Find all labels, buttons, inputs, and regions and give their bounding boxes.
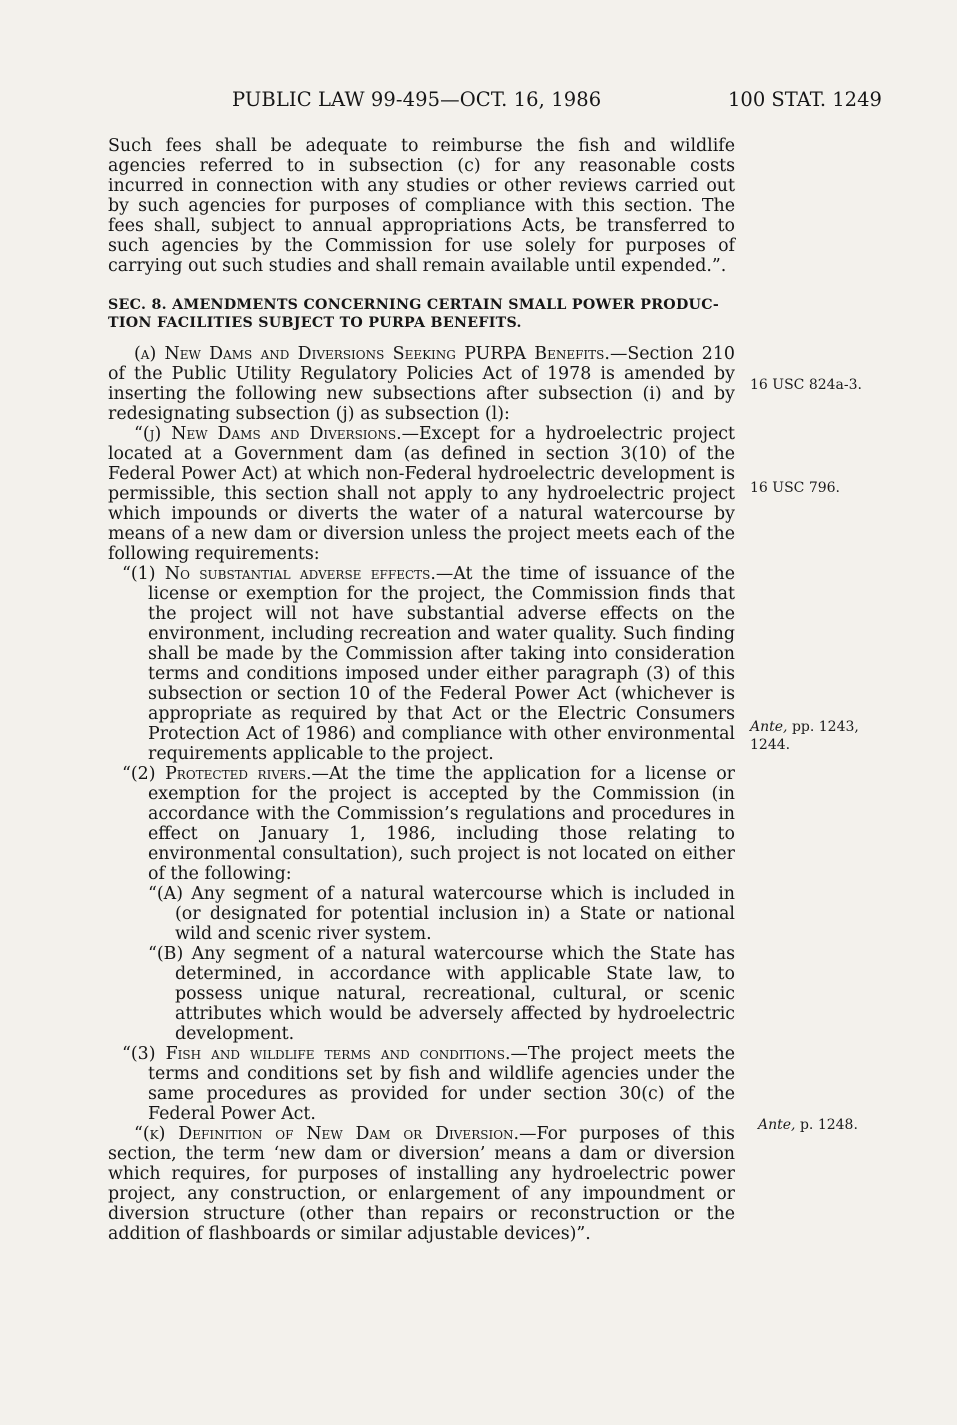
paragraph-j3-heading: “(3) Fish and wildlife terms and conditions. — [122, 1044, 511, 1064]
subsection-j — [108, 424, 735, 564]
paragraph-j1 — [108, 564, 735, 764]
section-heading-line1: SEC. 8. AMENDMENTS CONCERNING CERTAIN SMALL POWER PRODUC- — [108, 297, 720, 313]
subsection-k — [108, 1124, 735, 1244]
margin-note-16usc824a3: 16 USC 824a-3. — [750, 377, 862, 393]
body-text — [108, 136, 735, 1244]
margin-note-ante-1243 — [750, 718, 859, 754]
section-heading-line2: TION FACILITIES SUBJECT TO PURPA BENEFITS. — [108, 315, 522, 331]
page-header — [0, 88, 957, 118]
paragraph-j1-text: —At the time of issuance of the license or exemption for the project, the Commission finds that the project will not have substantial adverse effects on the environment, including recreation and water quality. Such finding shall be made by the Commission after taking into consideration terms and conditions imposed under either paragraph (3) of this subsection or section 10 of the Federal Power Act (whichever is appropriate as required by that Act or the Electric Consumers Protection Act of 1986) and compliance with other environmental requirements applicable to the project. — [148, 564, 735, 764]
statute-page-number: 100 STAT. 1249 — [728, 88, 882, 111]
margin-note-ante-1248-italic: Ante, — [758, 1117, 796, 1133]
subsection-a — [108, 344, 735, 424]
subsection-k-heading: “(k) Definition of New Dam or Diversion. — [134, 1124, 520, 1144]
paragraph-j2-text: —At the time the application for a license or exemption for the project is accepted by the Commission (in accordance with the Commission’s regulations and procedures in effect on January 1, 1986, including those relating to environmental consultation), such project is not located on either of the following: — [148, 764, 735, 884]
public-law-title: PUBLIC LAW 99-495—OCT. 16, 1986 — [232, 88, 602, 111]
subparagraph-B: “(B) Any segment of a natural watercourse which the State has determined, in accordance with applicable State law, to possess unique natural, recreational, cultural, or scenic attributes which would be adversely affected by hydroelectric development. — [148, 944, 735, 1044]
paragraph-j2 — [108, 764, 735, 884]
paragraph-j3-text: —The project meets the terms and conditions set by fish and wildlife agencies under the same procedures as provided for under section 30(c) of the Federal Power Act. — [148, 1044, 735, 1124]
paragraph-j1-heading: “(1) No substantial adverse effects. — [122, 564, 436, 584]
subsection-j-text: —Except for a hydroelectric project located at a Government dam (as defined in section 3(10) of the Federal Power Act) at which non-Federal hydroelectric development is permissible, this section shall not apply to any hydroelectric project which impounds or diverts the water of a natural watercourse by means of a new dam or diversion unless the project meets each of the following requirements: — [108, 424, 735, 564]
margin-note-ante-1248 — [758, 1116, 858, 1134]
margin-note-ante-1243-pages: pp. 1243, — [787, 719, 859, 735]
margin-note-ante-1248-pages: p. 1248. — [795, 1117, 858, 1133]
paragraph-fees: Such fees shall be adequate to reimburse the fish and wildlife agencies referred to in subsection (c) for any reasonable costs incurred in connection with any studies or other reviews carried out by such agencies for purposes of compliance with this section. The fees shall, subject to annual appropriations Acts, be transferred to such agencies by the Commission for use solely for purposes of carrying out such studies and shall remain available until expended.”. — [108, 136, 735, 276]
section-heading — [108, 296, 735, 332]
margin-note-ante-1243-italic: Ante, — [750, 719, 788, 735]
subsection-k-text: —For purposes of this section, the term ‘new dam or diversion’ means a dam or diversion which requires, for purposes of installing any hydroelectric power project, any construction, or enlargement of any impoundment or diversion structure (other than repairs or reconstruction or the addition of flashboards or similar adjustable devices)”. — [108, 1124, 735, 1244]
paragraph-j2-heading: “(2) Protected rivers. — [122, 764, 312, 784]
subsection-j-heading: “(j) New Dams and Diversions. — [134, 424, 402, 444]
subsection-a-heading: (a) New Dams and Diversions Seeking PURPA Benefits. — [134, 344, 610, 364]
subparagraph-A: “(A) Any segment of a natural watercourse which is included in (or designated for potential inclusion in) a State or national wild and scenic river system. — [148, 884, 735, 944]
margin-note-ante-1243-line2: 1244. — [750, 737, 791, 753]
margin-note-16usc796: 16 USC 796. — [750, 480, 840, 496]
paragraph-j3 — [108, 1044, 735, 1124]
subsection-a-text: —Section 210 of the Public Utility Regulatory Policies Act of 1978 is amended by inserting the following new subsections after subsection (i) and by redesignating subsection (j) as subsection (l): — [108, 344, 735, 424]
